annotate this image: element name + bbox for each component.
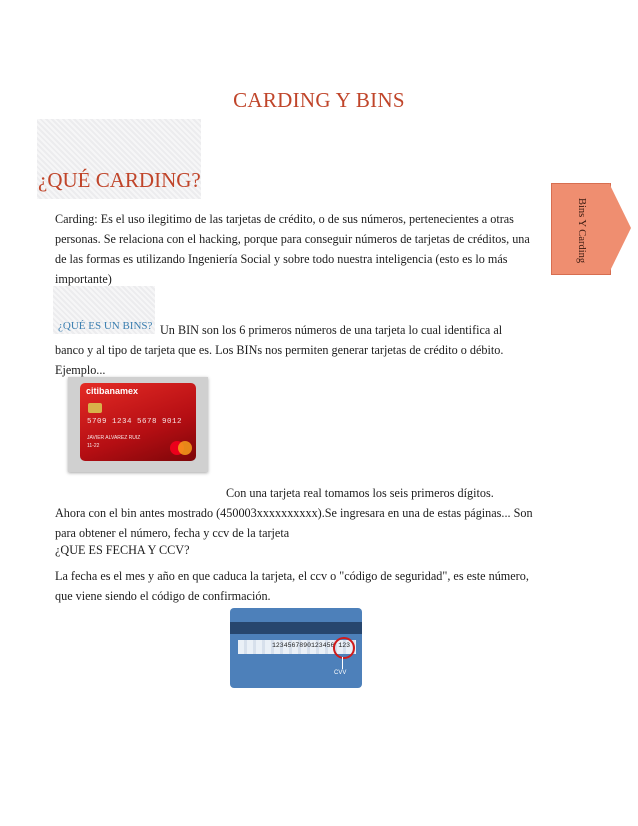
bins-heading: ¿QUÉ ES UN BINS? [58,320,153,332]
ccv-paragraph: La fecha es el mes y año en que caduca la tarjeta, el ccv o "código de seguridad", es este número, que viene siendo el código de confirmación. [55,569,529,603]
card-back-image [230,608,362,688]
bin-example-first-line: Con una tarjeta real tomamos los seis primeros dígitos. [226,486,494,500]
card-chip-icon [88,403,102,413]
mastercard-logo-icon [170,441,192,455]
ccv-pointer-line [342,657,343,669]
card-back-number-text: 1234567890123456 [272,642,335,649]
section-heading: ¿QUÉ CARDING? [38,168,201,192]
carding-definition-paragraph: Carding: Es el uso ilegitimo de las tarjetas de crédito, o de sus números, pertenecientes a otras personas. Se relaciona con el hacking, porque para conseguir números de tarjetas de créditos, una de las formas es utilizando Ingeniería Social y sobre todo nuestra inteligencia (esto es lo más importante) [55,212,530,286]
ccv-label: CVV [334,670,347,676]
card-holder: JAVIER ALVAREZ RUIZ [87,435,141,441]
bin-example-paragraph: Ahora con el bin antes mostrado (450003xxxxxxxxxx).Se ingresara en una de estas páginas... Son para obtener el número, fecha y ccv de la tarjeta [55,506,533,540]
side-tab-label: Bins Y Carding [576,198,587,264]
credit-card-image [68,377,208,472]
card-number: 5709 1234 5678 9012 [87,418,183,426]
ccv-highlight-circle [333,637,355,659]
card-brand: citibanamex [86,386,139,396]
magnetic-strip [230,622,362,634]
page-title: CARDING Y BINS [233,88,405,112]
ccv-heading: ¿QUE ES FECHA Y CCV? [55,543,190,557]
card-back-ccv: 123 [338,642,351,649]
card-expiry: 11-22 [87,443,100,449]
side-tab-arrow [609,183,631,273]
bins-paragraph: banco y al tipo de tarjeta que es. Los BINs nos permiten generar tarjetas de crédito o débito. Ejemplo... [55,343,504,377]
bins-paragraph-first-line: Un BIN son los 6 primeros números de una tarjeta lo cual identifica al [160,323,503,337]
credit-card-front [80,383,196,461]
